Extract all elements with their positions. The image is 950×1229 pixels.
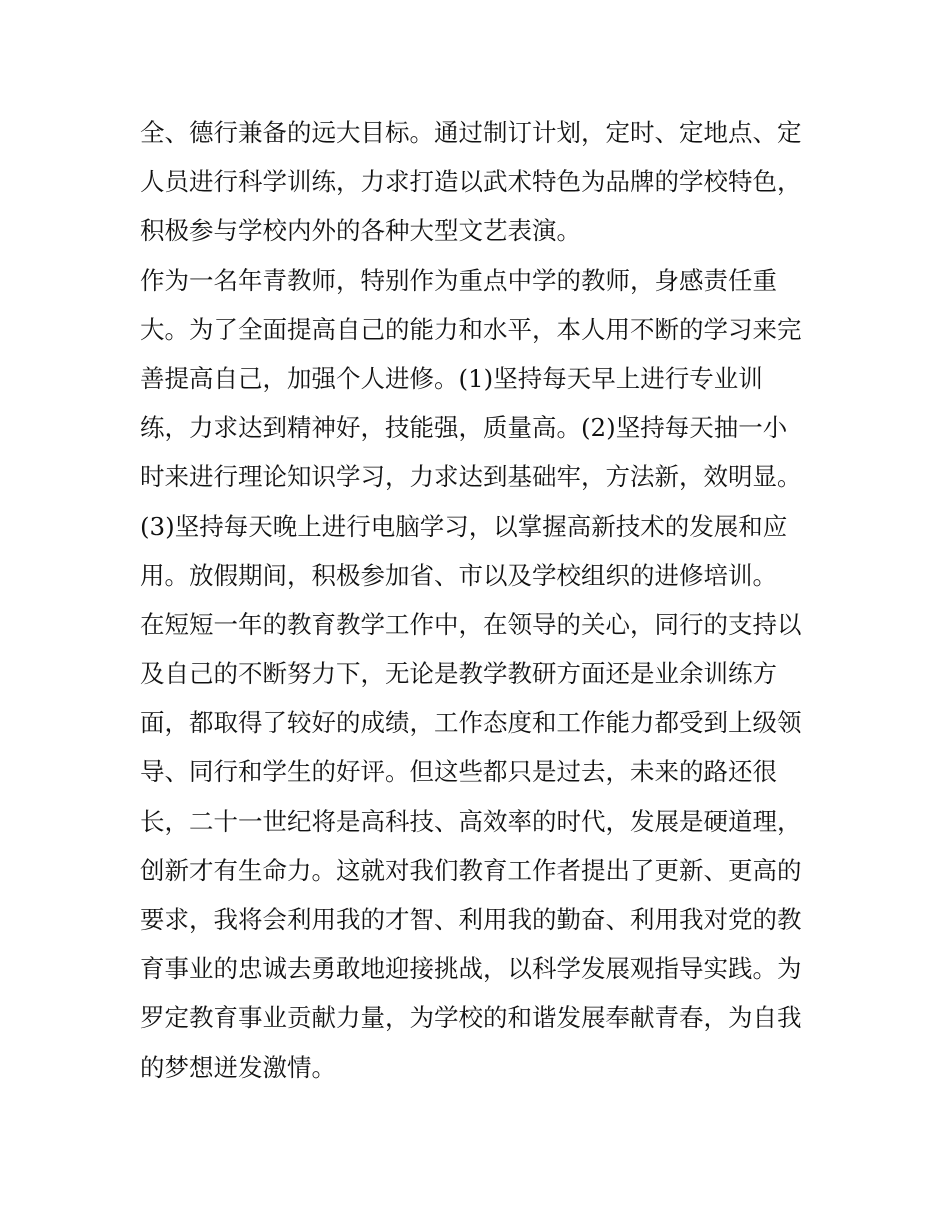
body-text [140,108,820,1092]
text-line: 面，都取得了较好的成绩，工作态度和工作能力都受到上级领 [140,708,802,738]
text-line: 善提高自己，加强个人进修。(1)坚持每天早上进行专业训 [140,363,763,393]
text-line: 育事业的忠诚去勇敢地迎接挑战，以科学发展观指导实践。为 [140,954,802,984]
text-line: 创新才有生命力。这就对我们教育工作者提出了更新、更高的 [140,855,802,885]
text-line: 积极参与学校内外的各种大型文艺表演。 [140,216,581,246]
text-line: 的梦想迸发激情。 [140,1052,336,1082]
text-line: 练，力求达到精神好，技能强，质量高。(2)坚持每天抽一小 [140,413,788,443]
text-line: (3)坚持每天晚上进行电脑学习，以掌握高新技术的发展和应 [140,511,788,541]
text-line: 及自己的不断努力下，无论是教学教研方面还是业余训练方 [140,659,777,689]
text-line: 罗定教育事业贡献力量，为学校的和谐发展奉献青春，为自我 [140,1003,802,1033]
text-line: 全、德行兼备的远大目标。通过制订计划，定时、定地点、定 [140,118,802,147]
text-line: 人员进行科学训练，力求打造以武术特色为品牌的学校特色， [140,167,802,197]
text-line: 作为一名年青教师，特别作为重点中学的教师，身感责任重 [140,265,777,295]
text-line: 长，二十一世纪将是高科技、高效率的时代，发展是硬道理， [140,806,802,836]
text-line: 大。为了全面提高自己的能力和水平，本人用不断的学习来完 [140,314,802,344]
text-line: 导、同行和学生的好评。但这些都只是过去，未来的路还很 [140,757,777,787]
text-line: 用。放假期间，积极参加省、市以及学校组织的进修培训。 [140,560,777,590]
text-line: 在短短一年的教育教学工作中，在领导的关心，同行的支持以 [140,609,802,639]
text-line: 时来进行理论知识学习，力求达到基础牢，方法新，效明显。 [140,462,802,492]
text-line: 要求，我将会利用我的才智、利用我的勤奋、利用我对党的教 [140,905,802,934]
